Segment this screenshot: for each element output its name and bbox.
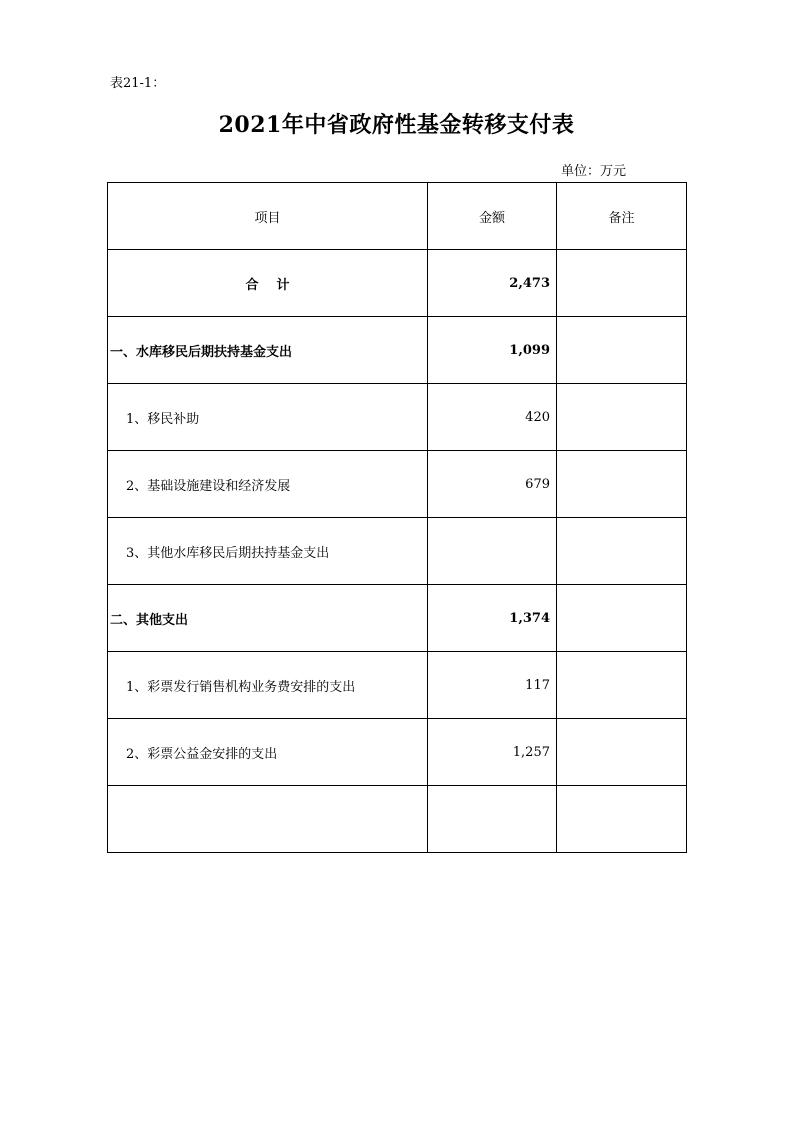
row-note bbox=[557, 585, 687, 652]
row-note bbox=[557, 250, 687, 317]
row-amount: 420 bbox=[428, 384, 557, 451]
row-amount: 1,099 bbox=[428, 317, 557, 384]
row-item: 1、彩票发行销售机构业务费安排的支出 bbox=[108, 652, 428, 719]
row-item bbox=[108, 786, 428, 853]
row-item: 合 计 bbox=[108, 250, 428, 317]
row-amount: 2,473 bbox=[428, 250, 557, 317]
row-note bbox=[557, 719, 687, 786]
row-amount: 117 bbox=[428, 652, 557, 719]
header-note: 备注 bbox=[557, 183, 687, 250]
row-note bbox=[557, 786, 687, 853]
row-item: 二、其他支出 bbox=[108, 585, 428, 652]
row-item: 3、其他水库移民后期扶持基金支出 bbox=[108, 518, 428, 585]
row-amount: 1,374 bbox=[428, 585, 557, 652]
row-item: 一、水库移民后期扶持基金支出 bbox=[108, 317, 428, 384]
row-amount: 679 bbox=[428, 451, 557, 518]
table-row bbox=[108, 518, 687, 585]
row-note bbox=[557, 518, 687, 585]
row-item: 1、移民补助 bbox=[108, 384, 428, 451]
table-row bbox=[108, 451, 687, 518]
header-amount: 金额 bbox=[428, 183, 557, 250]
row-amount: 1,257 bbox=[428, 719, 557, 786]
table-row bbox=[108, 652, 687, 719]
row-amount bbox=[428, 518, 557, 585]
row-note bbox=[557, 384, 687, 451]
row-item: 2、基础设施建设和经济发展 bbox=[108, 451, 428, 518]
table-row bbox=[108, 384, 687, 451]
row-note bbox=[557, 451, 687, 518]
unit-label: 单位：万元 bbox=[561, 164, 627, 179]
table-row bbox=[108, 585, 687, 652]
row-note bbox=[557, 317, 687, 384]
table-row bbox=[108, 719, 687, 786]
table-row bbox=[108, 317, 687, 384]
row-item: 2、彩票公益金安排的支出 bbox=[108, 719, 428, 786]
row-note bbox=[557, 652, 687, 719]
transfer-payment-table bbox=[107, 182, 687, 853]
table-header-row bbox=[108, 183, 687, 250]
table-row-empty bbox=[108, 786, 687, 853]
page-title: 2021年中省政府性基金转移支付表 bbox=[218, 112, 575, 138]
table-row-total bbox=[108, 250, 687, 317]
row-amount bbox=[428, 786, 557, 853]
header-item: 项目 bbox=[108, 183, 428, 250]
table-number: 表21-1： bbox=[110, 76, 166, 91]
